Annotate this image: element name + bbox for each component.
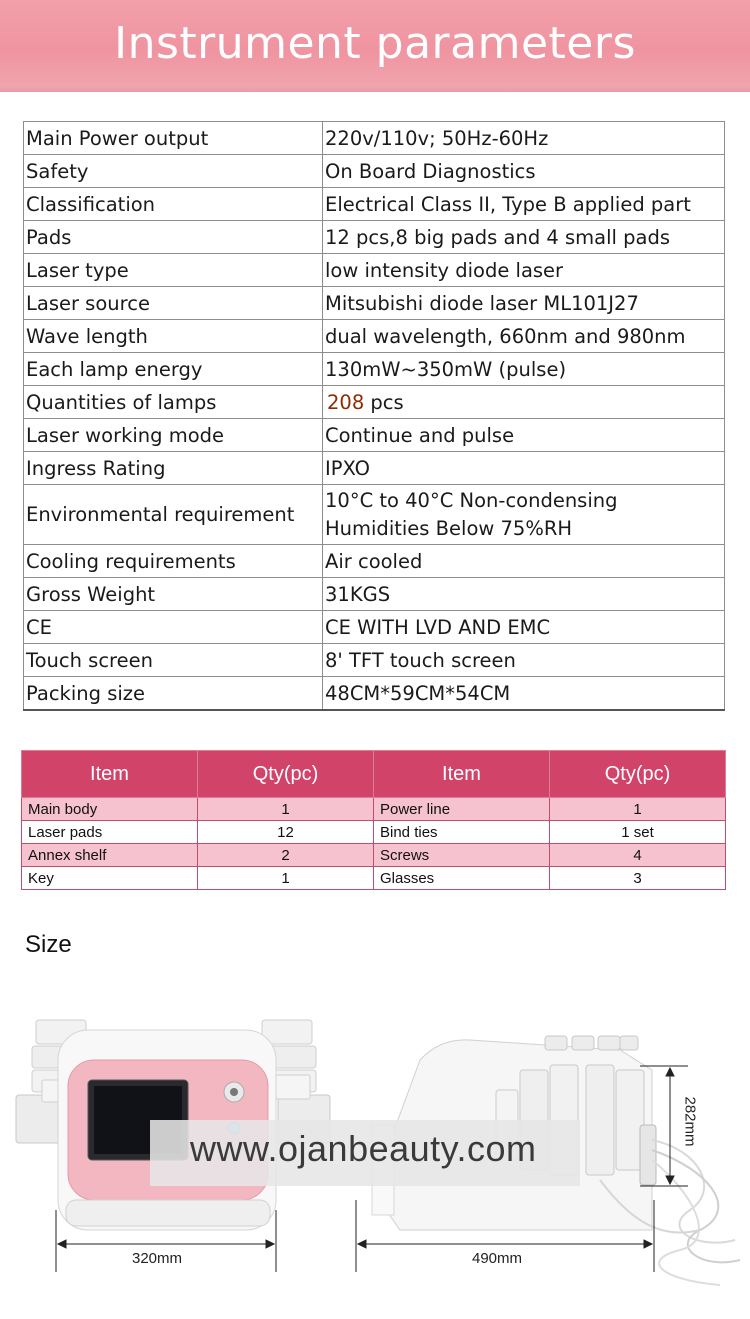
- item-qty: 12: [198, 821, 374, 844]
- param-label: Cooling requirements: [24, 545, 323, 578]
- param-value: [323, 485, 725, 545]
- item-name: Main body: [22, 798, 198, 821]
- item-name: Key: [22, 867, 198, 890]
- param-label: Laser type: [24, 254, 323, 287]
- param-label: Pads: [24, 221, 323, 254]
- items-header-row: [22, 751, 726, 798]
- table-row: [24, 485, 725, 545]
- watermark-text: www.ojanbeauty.com: [190, 1128, 537, 1169]
- param-label: Main Power output: [24, 122, 323, 155]
- param-label: Ingress Rating: [24, 452, 323, 485]
- header-banner: [0, 0, 750, 92]
- param-label: Quantities of lamps: [24, 386, 323, 419]
- item-name: Power line: [374, 798, 550, 821]
- items-table: [21, 750, 726, 890]
- param-label: Environmental requirement: [24, 485, 323, 545]
- item-qty: 1: [198, 867, 374, 890]
- lamp-quantity-number: 208: [327, 390, 365, 414]
- page-title: Instrument parameters: [114, 18, 636, 69]
- param-label: Laser source: [24, 287, 323, 320]
- param-value: Mitsubishi diode laser ML101J27: [323, 287, 725, 320]
- item-name: Annex shelf: [22, 844, 198, 867]
- param-value-line: 10°C to 40°C Non-condensing: [325, 488, 618, 512]
- table-row: [22, 867, 726, 890]
- table-row: [24, 320, 725, 353]
- param-value: 220v/110v; 50Hz-60Hz: [323, 122, 725, 155]
- lamp-quantity-unit: pcs: [364, 390, 404, 414]
- table-row: [24, 545, 725, 578]
- param-value: low intensity diode laser: [323, 254, 725, 287]
- param-label: Wave length: [24, 320, 323, 353]
- param-value: 48CM*59CM*54CM: [323, 677, 725, 711]
- item-qty: 3: [550, 867, 726, 890]
- param-value: Continue and pulse: [323, 419, 725, 452]
- param-label: Packing size: [24, 677, 323, 711]
- table-row: [24, 677, 725, 711]
- param-label: Each lamp energy: [24, 353, 323, 386]
- table-row: [24, 578, 725, 611]
- item-qty: 4: [550, 844, 726, 867]
- table-row: [24, 386, 725, 419]
- column-header-qty: Qty(pc): [198, 751, 374, 798]
- size-heading: Size: [25, 931, 72, 958]
- item-qty: 1: [550, 798, 726, 821]
- column-header-item: Item: [22, 751, 198, 798]
- column-header-item: Item: [374, 751, 550, 798]
- table-row: [22, 844, 726, 867]
- item-qty: 2: [198, 844, 374, 867]
- item-name: Bind ties: [374, 821, 550, 844]
- param-value: On Board Diagnostics: [323, 155, 725, 188]
- item-name: Screws: [374, 844, 550, 867]
- front-width-label: 320mm: [132, 1250, 183, 1267]
- param-label: CE: [24, 611, 323, 644]
- table-row: [24, 188, 725, 221]
- table-row: [24, 611, 725, 644]
- column-header-qty: Qty(pc): [550, 751, 726, 798]
- param-value: CE WITH LVD AND EMC: [323, 611, 725, 644]
- table-row: [24, 254, 725, 287]
- item-name: Laser pads: [22, 821, 198, 844]
- param-label: Safety: [24, 155, 323, 188]
- table-row: [22, 821, 726, 844]
- table-row: [24, 122, 725, 155]
- table-row: [24, 452, 725, 485]
- param-value: Electrical Class II, Type B applied part: [323, 188, 725, 221]
- param-label: Laser working mode: [24, 419, 323, 452]
- table-row: [22, 798, 726, 821]
- item-qty: 1 set: [550, 821, 726, 844]
- table-row: [24, 155, 725, 188]
- table-row: [24, 419, 725, 452]
- parameters-table: [23, 121, 725, 711]
- param-value: Air cooled: [323, 545, 725, 578]
- param-value: IPXO: [323, 452, 725, 485]
- item-qty: 1: [198, 798, 374, 821]
- table-row: [24, 221, 725, 254]
- param-value: dual wavelength, 660nm and 980nm: [323, 320, 725, 353]
- item-name: Glasses: [374, 867, 550, 890]
- param-value: [323, 386, 725, 419]
- height-label: 282mm: [681, 1096, 699, 1147]
- param-label: Gross Weight: [24, 578, 323, 611]
- param-value: 12 pcs,8 big pads and 4 small pads: [323, 221, 725, 254]
- param-label: Touch screen: [24, 644, 323, 677]
- param-value: 31KGS: [323, 578, 725, 611]
- param-value-line: Humidities Below 75%RH: [325, 516, 573, 540]
- param-value: 8' TFT touch screen: [323, 644, 725, 677]
- side-length-label: 490mm: [472, 1250, 523, 1267]
- param-label: Classification: [24, 188, 323, 221]
- table-row: [24, 287, 725, 320]
- table-row: [24, 353, 725, 386]
- param-value: 130mW~350mW (pulse): [323, 353, 725, 386]
- table-row: [24, 644, 725, 677]
